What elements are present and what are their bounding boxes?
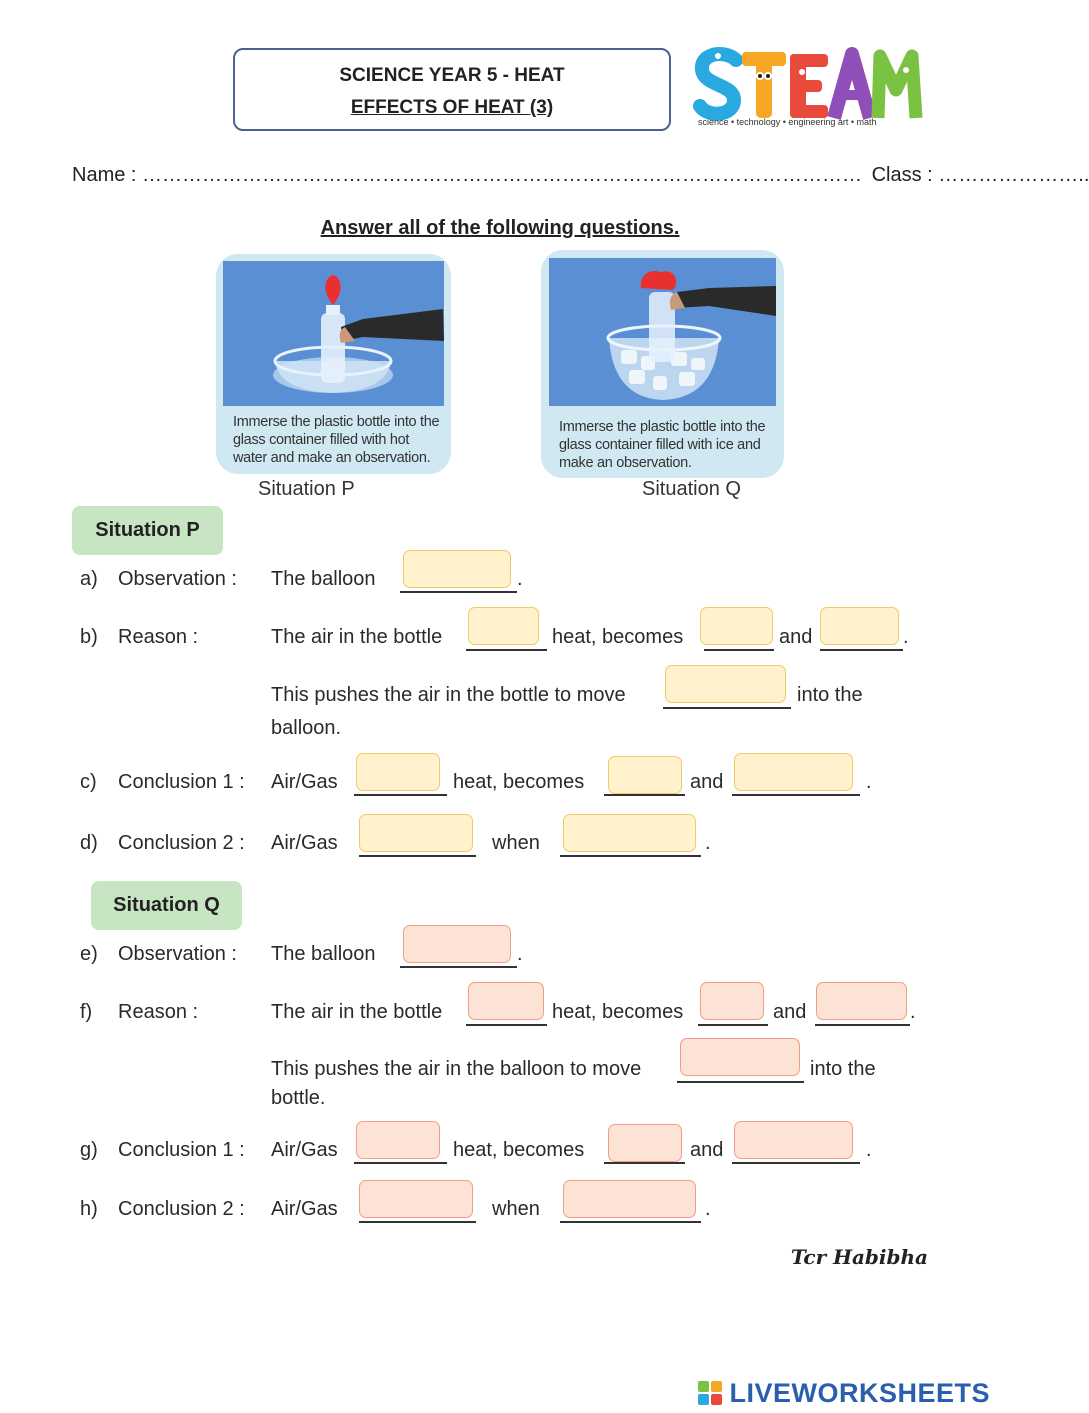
question-b-end: . [903, 626, 909, 648]
question-d-text2: when [492, 832, 540, 854]
answer-underline [400, 591, 517, 593]
section-q-badge: Situation Q [91, 881, 242, 930]
worksheet-title-box [233, 48, 671, 131]
question-c-text2: heat, becomes [453, 771, 585, 793]
class-label: Class : ………………….. [871, 164, 1089, 186]
answer-underline [560, 1221, 701, 1223]
answer-box-c3[interactable] [734, 753, 853, 791]
question-e-letter: e) [80, 943, 98, 965]
ice-illustration [549, 258, 776, 406]
answer-box-f1[interactable] [468, 982, 544, 1020]
situation-q-label: Situation Q [642, 478, 741, 500]
question-h-text1: Air/Gas [271, 1198, 338, 1220]
answer-box-b2[interactable] [700, 607, 773, 645]
worksheet-title: SCIENCE YEAR 5 - HEAT [339, 65, 565, 86]
question-d-letter: d) [80, 832, 98, 854]
answer-box-g2[interactable] [608, 1124, 682, 1162]
ice-photo [549, 258, 776, 406]
question-g-text3: and [690, 1139, 724, 1161]
answer-box-b1[interactable] [468, 607, 539, 645]
answer-underline [604, 1162, 685, 1164]
question-e-label: Observation : [118, 943, 237, 965]
question-c-letter: c) [80, 771, 97, 793]
instruction-heading: Answer all of the following questions. [320, 217, 680, 239]
question-g-end: . [866, 1139, 872, 1161]
question-h-label: Conclusion 2 : [118, 1198, 245, 1220]
answer-box-e[interactable] [403, 925, 511, 963]
answer-underline [466, 649, 547, 651]
teacher-signature: Tcr Habibha [790, 1245, 928, 1269]
question-f-text1: The air in the bottle [271, 1001, 443, 1023]
question-g-text1: Air/Gas [271, 1139, 338, 1161]
question-b-line3: balloon. [271, 717, 342, 739]
question-f-line3: bottle. [271, 1087, 326, 1109]
question-h-letter: h) [80, 1198, 98, 1220]
answer-underline [466, 1024, 547, 1026]
question-b-text2: heat, becomes [552, 626, 684, 648]
question-f-letter: f) [80, 1001, 93, 1023]
answer-box-c2[interactable] [608, 756, 682, 794]
answer-underline [359, 1221, 476, 1223]
question-f-text3: and [773, 1001, 807, 1023]
question-a-label: Observation : [118, 568, 237, 590]
question-a-end: . [517, 568, 523, 590]
question-e-text: The balloon [271, 943, 376, 965]
answer-box-f2[interactable] [700, 982, 764, 1020]
answer-box-d2[interactable] [563, 814, 696, 852]
question-c-text1: Air/Gas [271, 771, 338, 793]
answer-underline [820, 649, 903, 651]
answer-underline [732, 794, 860, 796]
answer-box-b4[interactable] [665, 665, 786, 703]
question-f-label: Reason : [118, 1001, 199, 1023]
question-b-text3: and [779, 626, 813, 648]
worksheet-subtitle: EFFECTS OF HEAT (3) [350, 97, 554, 118]
answer-box-f3[interactable] [816, 982, 907, 1020]
answer-box-g1[interactable] [356, 1121, 440, 1159]
name-field-line[interactable] [72, 164, 1089, 187]
answer-underline [677, 1081, 804, 1083]
name-label: Name : ……………………………………………………………………………………………… [72, 164, 863, 186]
question-h-end: . [705, 1198, 711, 1220]
answer-underline [698, 1024, 768, 1026]
question-b-label: Reason : [118, 626, 199, 648]
answer-box-c1[interactable] [356, 753, 440, 791]
answer-box-a[interactable] [403, 550, 511, 588]
question-c-end: . [866, 771, 872, 793]
question-e-end: . [517, 943, 523, 965]
answer-underline [400, 966, 517, 968]
question-b-line2-end: into the [797, 684, 863, 706]
answer-underline [560, 855, 701, 857]
answer-underline [732, 1162, 860, 1164]
answer-underline [704, 649, 774, 651]
answer-underline [815, 1024, 910, 1026]
answer-box-g3[interactable] [734, 1121, 853, 1159]
hot-water-illustration [223, 261, 444, 406]
question-h-text2: when [492, 1198, 540, 1220]
situation-p-card [216, 254, 451, 474]
situation-q-caption: Immerse the plastic bottle into the glass container filled with ice and make an observation. [559, 419, 766, 471]
steam-tagline: science • technology • engineering art • math [698, 117, 877, 127]
answer-box-h1[interactable] [359, 1180, 473, 1218]
question-f-line2-end: into the [810, 1058, 876, 1080]
question-c-text3: and [690, 771, 724, 793]
question-f-line2: This pushes the air in the balloon to move [271, 1058, 642, 1080]
question-g-letter: g) [80, 1139, 98, 1161]
situation-p-label: Situation P [258, 478, 355, 500]
situation-q-card [541, 250, 784, 478]
question-d-label: Conclusion 2 : [118, 832, 245, 854]
section-p-badge: Situation P [72, 506, 223, 555]
situation-p-caption: Immerse the plastic bottle into the glass container filled with hot water and make an observation. [233, 414, 440, 466]
answer-box-f4[interactable] [680, 1038, 800, 1076]
answer-underline [354, 794, 447, 796]
question-b-text1: The air in the bottle [271, 626, 443, 648]
question-f-text2: heat, becomes [552, 1001, 684, 1023]
answer-underline [359, 855, 476, 857]
answer-box-b3[interactable] [820, 607, 899, 645]
question-c-label: Conclusion 1 : [118, 771, 245, 793]
hot-water-photo [223, 261, 444, 406]
question-a-text: The balloon [271, 568, 376, 590]
question-b-letter: b) [80, 626, 98, 648]
question-d-text1: Air/Gas [271, 832, 338, 854]
question-b-line2: This pushes the air in the bottle to move [271, 684, 626, 706]
answer-underline [604, 794, 685, 796]
question-g-text2: heat, becomes [453, 1139, 585, 1161]
question-d-end: . [705, 832, 711, 854]
liveworksheets-brand[interactable]: LIVEWORKSHEETS [729, 1378, 990, 1408]
question-g-label: Conclusion 1 : [118, 1139, 245, 1161]
liveworksheets-logo-icon [698, 1381, 722, 1405]
answer-box-d1[interactable] [359, 814, 473, 852]
question-f-end: . [910, 1001, 916, 1023]
answer-underline [354, 1162, 447, 1164]
question-a-letter: a) [80, 568, 98, 590]
answer-box-h2[interactable] [563, 1180, 696, 1218]
answer-underline [663, 707, 791, 709]
